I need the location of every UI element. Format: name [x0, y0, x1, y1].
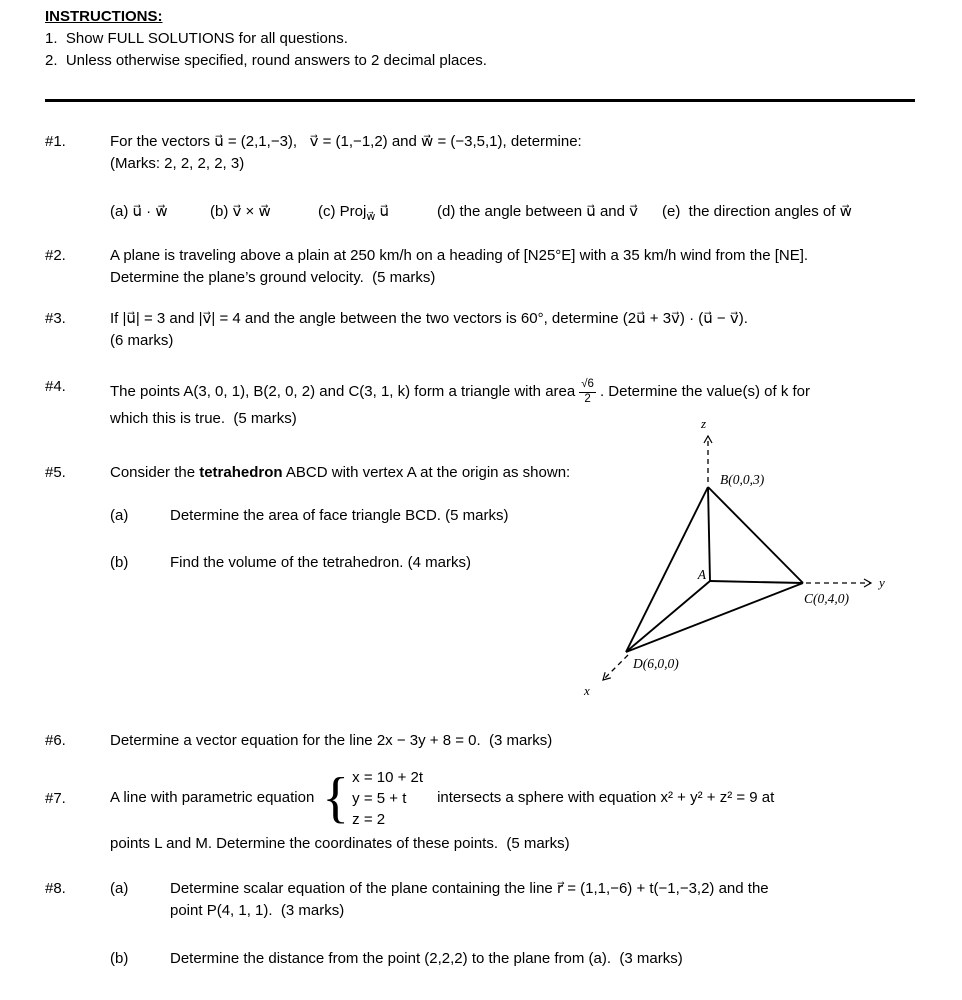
q4-fraction-denominator: 2	[584, 393, 591, 405]
question-7	[45, 766, 942, 855]
label-z-axis: z	[701, 416, 707, 431]
edge-BD	[626, 487, 708, 652]
q1-part-e: (e) the direction angles of w⃗	[662, 203, 852, 220]
question-7-row	[110, 766, 942, 830]
q5-intro-pre: Consider the	[110, 464, 200, 481]
question-8	[45, 878, 942, 970]
q5-intro-bold: tetrahedron	[199, 464, 283, 481]
param-eq-x: x = 10 + 2t	[352, 768, 424, 786]
label-vertex-D: D(6,0,0)	[633, 656, 679, 671]
question-2-line1: A plane is traveling above a plain at 250 km/h on a heading of [N25°E] with a 35 km/h wind from the [NE].	[110, 247, 809, 264]
question-3-number: #3.	[45, 310, 66, 327]
label-vertex-C: C(0,4,0)	[804, 591, 849, 606]
edge-BC	[708, 487, 803, 583]
q5a-text: Determine the area of face triangle BCD. (5 marks)	[170, 507, 509, 524]
q1-part-c-proj: (c) Proj	[318, 203, 367, 220]
q7-text-post: intersects a sphere with equation x² + y² + z² = 9 at	[437, 789, 775, 806]
divider-rule	[45, 99, 915, 102]
question-6	[45, 730, 942, 752]
q1-part-b: (b) v⃗ × w⃗	[210, 203, 271, 220]
instruction-item-1: 1. Show FULL SOLUTIONS for all questions.	[45, 30, 348, 47]
question-7-line2: points L and M. Determine the coordinates of these points. (5 marks)	[110, 835, 570, 852]
q1-part-c-subscript: w⃗	[366, 211, 376, 223]
question-3	[45, 308, 942, 352]
q4-fraction-numerator: √6	[579, 378, 596, 393]
edge-AC	[710, 581, 803, 583]
label-x-axis: x	[584, 683, 590, 698]
q8a-line2: point P(4, 1, 1). (3 marks)	[170, 902, 345, 919]
question-1-parts	[110, 201, 942, 223]
question-1-number: #1.	[45, 133, 66, 150]
question-1-intro: For the vectors u⃗ = (2,1,−3), v⃗ = (1,−1,2) and w⃗ = (−3,5,1), determine:	[110, 133, 582, 150]
q1-part-a: (a) u⃗ · w⃗	[110, 203, 168, 220]
question-4-line2: which this is true. (5 marks)	[110, 410, 297, 427]
q8a-line1: Determine scalar equation of the plane containing the line r⃗ = (1,1,−6) + t(−1,−3,2) and the	[170, 880, 769, 897]
question-2-number: #2.	[45, 247, 66, 264]
param-eq-y: y = 5 + t	[352, 789, 407, 807]
question-4-line1	[110, 376, 942, 408]
q8b-line1: Determine the distance from the point (2,2,2) to the plane from (a). (3 marks)	[170, 950, 683, 967]
q1-part-d: (d) the angle between u⃗ and v⃗	[437, 203, 639, 220]
q4-fraction	[579, 378, 596, 406]
question-3-line2: (6 marks)	[110, 332, 174, 349]
q5b-label: (b)	[110, 554, 129, 571]
question-6-line1: Determine a vector equation for the line 2x − 3y + 8 = 0. (3 marks)	[110, 732, 553, 749]
q4-text-post: . Determine the value(s) of k for	[599, 383, 811, 400]
question-4-number: #4.	[45, 378, 66, 395]
param-eq-z: z = 2	[352, 810, 386, 828]
q5-intro-post: ABCD with vertex A at the origin as shown:	[282, 464, 571, 481]
question-6-number: #6.	[45, 732, 66, 749]
q7-text-pre: A line with parametric equation	[110, 789, 315, 806]
label-vertex-B: B(0,0,3)	[720, 472, 765, 487]
question-8a	[110, 878, 942, 922]
system-left-brace: {	[322, 767, 350, 829]
q1-part-c	[318, 201, 389, 228]
label-vertex-A: A	[697, 567, 706, 582]
q8b-label: (b)	[110, 950, 129, 967]
question-5-number: #5.	[45, 464, 66, 481]
instruction-item-2: 2. Unless otherwise specified, round answers to 2 decimal places.	[45, 52, 487, 69]
question-2	[45, 245, 942, 289]
instructions-block	[45, 6, 487, 72]
question-7-number: #7.	[45, 790, 66, 807]
question-3-line1: If |u⃗| = 3 and |v⃗| = 4 and the angle between the two vectors is 60°, determine (2u⃗ + 3v⃗) · (u⃗ − v⃗).	[110, 310, 748, 327]
x-axis	[603, 655, 628, 680]
q4-text-pre: The points A(3, 0, 1), B(2, 0, 2) and C(3, 1, k) form a triangle with area	[110, 383, 576, 400]
question-1-marks: (Marks: 2, 2, 2, 2, 3)	[110, 155, 245, 172]
question-1	[45, 131, 942, 223]
question-8b	[110, 948, 942, 970]
edge-AD	[626, 581, 710, 652]
q5a-label: (a)	[110, 507, 129, 524]
question-2-line2: Determine the plane’s ground velocity. (5 marks)	[110, 269, 436, 286]
q1-part-c-vector: u⃗	[375, 203, 390, 220]
q5b-text: Find the volume of the tetrahedron. (4 marks)	[170, 554, 471, 571]
instructions-title: INSTRUCTIONS:	[45, 8, 163, 25]
question-8-number: #8.	[45, 880, 66, 897]
edge-BA	[708, 487, 710, 581]
label-y-axis: y	[879, 575, 885, 590]
tetrahedron-diagram	[553, 412, 903, 712]
q8a-label: (a)	[110, 880, 129, 897]
parametric-equations	[352, 767, 423, 830]
edge-DC	[626, 583, 803, 652]
